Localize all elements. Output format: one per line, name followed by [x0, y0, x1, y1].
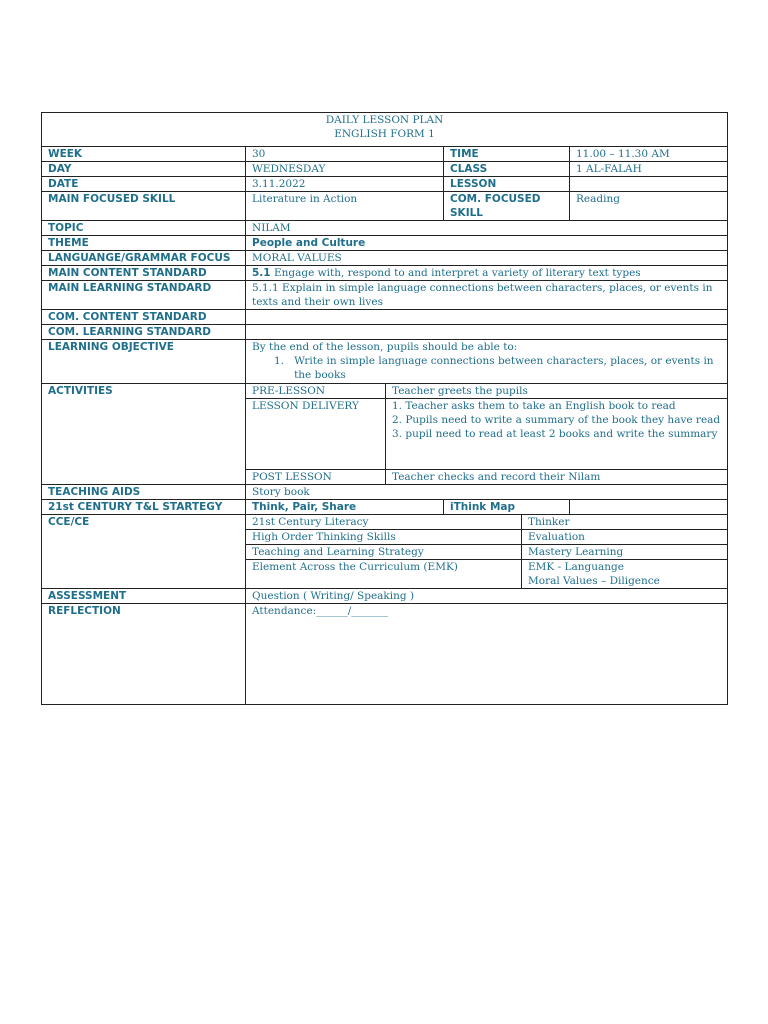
page-title: DAILY LESSON PLAN [325, 114, 444, 126]
label-date: DATE [42, 177, 246, 192]
header [42, 113, 728, 147]
cce-emk: EMK - Languange [528, 561, 624, 573]
value-time: 11.00 – 11.30 AM [570, 147, 728, 162]
label-com-learning: COM. LEARNING STANDARD [42, 325, 246, 340]
delivery-step-2: 2. Pupils need to write a summary of the book they have read [392, 414, 721, 426]
value-main-learning: 5.1.1 Explain in simple language connections between characters, places, or events in texts and their own lives [246, 281, 728, 310]
cce-left: 21st Century Literacy [246, 515, 522, 530]
value-week: 30 [246, 147, 444, 162]
label-assessment: ASSESSMENT [42, 589, 246, 604]
value-assessment: Question ( Writing/ Speaking ) [246, 589, 728, 604]
value-lesson [570, 177, 728, 192]
delivery-step-1: 1. Teacher asks them to take an English book to read [392, 400, 676, 412]
objective-text: Write in simple language connections between characters, places, or events in the books [294, 355, 714, 381]
value-aids: Story book [246, 485, 728, 500]
cce-right: Mastery Learning [522, 545, 728, 560]
label-grammar: LANGUANGE/GRAMMAR FOCUS [42, 251, 246, 266]
lesson-delivery-label: LESSON DELIVERY [246, 399, 386, 470]
value-objective [246, 340, 728, 384]
value-main-content [246, 266, 728, 281]
label-main-skill: MAIN FOCUSED SKILL [42, 192, 246, 221]
century-strategy-a: Think, Pair, Share [246, 500, 444, 515]
objective-item [252, 354, 727, 382]
cce-right: Thinker [522, 515, 728, 530]
value-com-learning [246, 325, 728, 340]
label-com-skill: COM. FOCUSED SKILL [444, 192, 570, 221]
label-com-content: COM. CONTENT STANDARD [42, 310, 246, 325]
lesson-plan [41, 112, 727, 705]
label-main-learning: MAIN LEARNING STANDARD [42, 281, 246, 310]
label-lesson: LESSON [444, 177, 570, 192]
value-com-skill: Reading [570, 192, 728, 221]
label-cce: CCE/CE [42, 515, 246, 589]
page-subtitle: ENGLISH FORM 1 [334, 128, 435, 140]
label-class: CLASS [444, 162, 570, 177]
value-date: 3.11.2022 [246, 177, 444, 192]
value-grammar: MORAL VALUES [246, 251, 728, 266]
value-day: WEDNESDAY [246, 162, 444, 177]
post-lesson-value: Teacher checks and record their Nilam [386, 470, 728, 485]
label-aids: TEACHING AIDS [42, 485, 246, 500]
label-main-content: MAIN CONTENT STANDARD [42, 266, 246, 281]
cce-left: Element Across the Curriculum (EMK) [246, 560, 522, 589]
objective-intro: By the end of the lesson, pupils should be able to: [252, 341, 518, 353]
label-day: DAY [42, 162, 246, 177]
value-class: 1 AL-FALAH [570, 162, 728, 177]
pre-lesson-label: PRE-LESSON [246, 384, 386, 399]
label-time: TIME [444, 147, 570, 162]
cce-right: Evaluation [522, 530, 728, 545]
objective-number: 1. [274, 355, 285, 367]
delivery-step-3: 3. pupil need to read at least 2 books and write the summary [392, 428, 718, 440]
cce-left: High Order Thinking Skills [246, 530, 522, 545]
value-topic: NILAM [246, 221, 728, 236]
value-com-content [246, 310, 728, 325]
lesson-delivery-value [386, 399, 728, 470]
century-strategy-b: iThink Map [444, 500, 570, 515]
value-theme: People and Culture [246, 236, 728, 251]
lesson-plan-table [41, 112, 728, 705]
label-century: 21st CENTURY T&L STARTEGY [42, 500, 246, 515]
label-activities: ACTIVITIES [42, 384, 246, 399]
label-theme: THEME [42, 236, 246, 251]
label-reflection: REFLECTION [42, 604, 246, 705]
label-topic: TOPIC [42, 221, 246, 236]
label-objective: LEARNING OBJECTIVE [42, 340, 246, 384]
pre-lesson-value: Teacher greets the pupils [386, 384, 728, 399]
value-reflection: Attendance:______/_______ [246, 604, 728, 705]
cce-right [522, 560, 728, 589]
value-main-skill: Literature in Action [246, 192, 444, 221]
main-content-text: Engage with, respond to and interpret a variety of literary text types [273, 267, 641, 279]
cce-left: Teaching and Learning Strategy [246, 545, 522, 560]
label-week: WEEK [42, 147, 246, 162]
post-lesson-label: POST LESSON [246, 470, 386, 485]
main-content-number: 5.1 [252, 267, 271, 279]
cce-moral: Moral Values – Diligence [528, 575, 660, 587]
